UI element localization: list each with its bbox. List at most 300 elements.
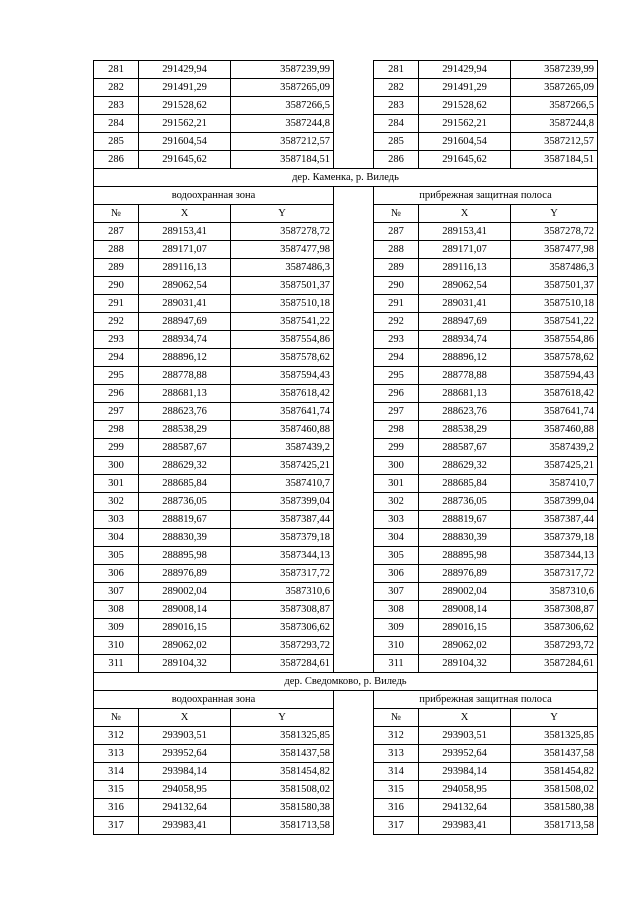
header-number: №	[374, 709, 419, 727]
point-number: 307	[374, 583, 419, 601]
x-coordinate: 288685,84	[139, 475, 231, 493]
x-coordinate: 289016,15	[419, 619, 511, 637]
point-number: 298	[94, 421, 139, 439]
column-gap	[334, 241, 374, 259]
column-gap	[334, 601, 374, 619]
header-x: X	[419, 709, 511, 727]
x-coordinate: 289171,07	[139, 241, 231, 259]
y-coordinate: 3581713,58	[511, 817, 598, 835]
table-row	[94, 565, 598, 583]
x-coordinate: 288736,05	[139, 493, 231, 511]
y-coordinate: 3587460,88	[231, 421, 334, 439]
y-coordinate: 3587293,72	[511, 637, 598, 655]
point-number: 312	[94, 727, 139, 745]
x-coordinate: 291491,29	[139, 79, 231, 97]
y-coordinate: 3581325,85	[231, 727, 334, 745]
y-coordinate: 3587184,51	[231, 151, 334, 169]
column-gap	[334, 205, 374, 223]
x-coordinate: 293983,41	[419, 817, 511, 835]
point-number: 304	[94, 529, 139, 547]
y-coordinate: 3587578,62	[511, 349, 598, 367]
column-gap	[334, 763, 374, 781]
x-coordinate: 291604,54	[139, 133, 231, 151]
column-header-row	[94, 205, 598, 223]
x-coordinate: 293984,14	[419, 763, 511, 781]
point-number: 298	[374, 421, 419, 439]
point-number: 308	[94, 601, 139, 619]
x-coordinate: 289016,15	[139, 619, 231, 637]
point-number: 283	[374, 97, 419, 115]
y-coordinate: 3587308,87	[231, 601, 334, 619]
column-gap	[334, 637, 374, 655]
column-gap	[334, 475, 374, 493]
x-coordinate: 293983,41	[139, 817, 231, 835]
column-gap	[334, 277, 374, 295]
y-coordinate: 3581713,58	[231, 817, 334, 835]
column-gap	[334, 745, 374, 763]
point-number: 300	[94, 457, 139, 475]
point-number: 305	[94, 547, 139, 565]
point-number: 284	[374, 115, 419, 133]
x-coordinate: 288629,32	[419, 457, 511, 475]
column-gap	[334, 313, 374, 331]
point-number: 285	[94, 133, 139, 151]
y-coordinate: 3587641,74	[511, 403, 598, 421]
table-row	[94, 115, 598, 133]
y-coordinate: 3587284,61	[511, 655, 598, 673]
column-gap	[334, 331, 374, 349]
x-coordinate: 293952,64	[419, 745, 511, 763]
x-coordinate: 291562,21	[419, 115, 511, 133]
y-coordinate: 3587306,62	[231, 619, 334, 637]
x-coordinate: 293984,14	[139, 763, 231, 781]
column-gap	[334, 403, 374, 421]
x-coordinate: 288947,69	[139, 313, 231, 331]
y-coordinate: 3587510,18	[511, 295, 598, 313]
table-row	[94, 601, 598, 619]
point-number: 310	[94, 637, 139, 655]
coordinates-table-body	[94, 61, 598, 835]
point-number: 293	[374, 331, 419, 349]
point-number: 297	[94, 403, 139, 421]
x-coordinate: 288895,98	[419, 547, 511, 565]
y-coordinate: 3587425,21	[511, 457, 598, 475]
point-number: 285	[374, 133, 419, 151]
x-coordinate: 288778,88	[139, 367, 231, 385]
point-number: 290	[374, 277, 419, 295]
y-coordinate: 3587410,7	[231, 475, 334, 493]
column-gap	[334, 583, 374, 601]
y-coordinate: 3587344,13	[511, 547, 598, 565]
x-coordinate: 289008,14	[419, 601, 511, 619]
point-number: 313	[94, 745, 139, 763]
y-coordinate: 3587399,04	[231, 493, 334, 511]
y-coordinate: 3587460,88	[511, 421, 598, 439]
y-coordinate: 3581508,02	[231, 781, 334, 799]
x-coordinate: 289116,13	[139, 259, 231, 277]
point-number: 294	[374, 349, 419, 367]
y-coordinate: 3587293,72	[231, 637, 334, 655]
y-coordinate: 3587310,6	[511, 583, 598, 601]
column-gap	[334, 187, 374, 205]
y-coordinate: 3587578,62	[231, 349, 334, 367]
column-gap	[334, 259, 374, 277]
x-coordinate: 288681,13	[139, 385, 231, 403]
y-coordinate: 3587317,72	[231, 565, 334, 583]
table-row	[94, 475, 598, 493]
point-number: 313	[374, 745, 419, 763]
point-number: 316	[94, 799, 139, 817]
x-coordinate: 294058,95	[139, 781, 231, 799]
x-coordinate: 293903,51	[139, 727, 231, 745]
zone-label-row	[94, 691, 598, 709]
point-number: 296	[374, 385, 419, 403]
column-gap	[334, 817, 374, 835]
y-coordinate: 3587265,09	[511, 79, 598, 97]
column-gap	[334, 151, 374, 169]
x-coordinate: 288896,12	[419, 349, 511, 367]
table-row	[94, 745, 598, 763]
point-number: 282	[374, 79, 419, 97]
table-row	[94, 547, 598, 565]
point-number: 302	[374, 493, 419, 511]
y-coordinate: 3587379,18	[231, 529, 334, 547]
header-number: №	[94, 709, 139, 727]
x-coordinate: 288947,69	[419, 313, 511, 331]
x-coordinate: 291562,21	[139, 115, 231, 133]
column-gap	[334, 439, 374, 457]
point-number: 296	[94, 385, 139, 403]
point-number: 312	[374, 727, 419, 745]
y-coordinate: 3587266,5	[231, 97, 334, 115]
y-coordinate: 3587410,7	[511, 475, 598, 493]
x-coordinate: 289062,02	[139, 637, 231, 655]
point-number: 292	[94, 313, 139, 331]
point-number: 292	[374, 313, 419, 331]
table-row	[94, 331, 598, 349]
x-coordinate: 288778,88	[419, 367, 511, 385]
point-number: 294	[94, 349, 139, 367]
header-y: Y	[511, 709, 598, 727]
y-coordinate: 3587541,22	[511, 313, 598, 331]
table-row	[94, 385, 598, 403]
x-coordinate: 289031,41	[139, 295, 231, 313]
column-gap	[334, 97, 374, 115]
y-coordinate: 3587278,72	[231, 223, 334, 241]
x-coordinate: 294058,95	[419, 781, 511, 799]
column-gap	[334, 511, 374, 529]
x-coordinate: 291528,62	[419, 97, 511, 115]
y-coordinate: 3587310,6	[231, 583, 334, 601]
point-number: 315	[94, 781, 139, 799]
x-coordinate: 289002,04	[139, 583, 231, 601]
column-gap	[334, 493, 374, 511]
x-coordinate: 291645,62	[419, 151, 511, 169]
x-coordinate: 291604,54	[419, 133, 511, 151]
table-row	[94, 133, 598, 151]
column-gap	[334, 385, 374, 403]
point-number: 297	[374, 403, 419, 421]
x-coordinate: 288623,76	[419, 403, 511, 421]
x-coordinate: 289116,13	[419, 259, 511, 277]
point-number: 287	[374, 223, 419, 241]
column-gap	[334, 61, 374, 79]
point-number: 281	[94, 61, 139, 79]
x-coordinate: 291491,29	[419, 79, 511, 97]
zone-label-row	[94, 187, 598, 205]
y-coordinate: 3581437,58	[511, 745, 598, 763]
point-number: 310	[374, 637, 419, 655]
point-number: 316	[374, 799, 419, 817]
header-y: Y	[231, 709, 334, 727]
x-coordinate: 288629,32	[139, 457, 231, 475]
point-number: 291	[374, 295, 419, 313]
point-number: 307	[94, 583, 139, 601]
point-number: 282	[94, 79, 139, 97]
y-coordinate: 3581325,85	[511, 727, 598, 745]
point-number: 287	[94, 223, 139, 241]
header-y: Y	[231, 205, 334, 223]
y-coordinate: 3587554,86	[231, 331, 334, 349]
table-row	[94, 781, 598, 799]
point-number: 301	[374, 475, 419, 493]
x-coordinate: 288538,29	[139, 421, 231, 439]
point-number: 314	[374, 763, 419, 781]
x-coordinate: 294132,64	[139, 799, 231, 817]
x-coordinate: 288623,76	[139, 403, 231, 421]
table-row	[94, 799, 598, 817]
y-coordinate: 3587618,42	[231, 385, 334, 403]
x-coordinate: 288681,13	[419, 385, 511, 403]
point-number: 311	[94, 655, 139, 673]
table-row	[94, 493, 598, 511]
coastal-protective-strip-label: прибрежная защитная полоса	[374, 691, 598, 709]
point-number: 295	[94, 367, 139, 385]
x-coordinate: 288736,05	[419, 493, 511, 511]
column-gap	[334, 133, 374, 151]
coastal-protective-strip-label: прибрежная защитная полоса	[374, 187, 598, 205]
header-x: X	[139, 709, 231, 727]
column-gap	[334, 655, 374, 673]
y-coordinate: 3587387,44	[231, 511, 334, 529]
x-coordinate: 288934,74	[139, 331, 231, 349]
point-number: 295	[374, 367, 419, 385]
x-coordinate: 289153,41	[419, 223, 511, 241]
x-coordinate: 288819,67	[419, 511, 511, 529]
y-coordinate: 3587594,43	[231, 367, 334, 385]
column-gap	[334, 349, 374, 367]
y-coordinate: 3581508,02	[511, 781, 598, 799]
point-number: 305	[374, 547, 419, 565]
point-number: 304	[374, 529, 419, 547]
column-gap	[334, 367, 374, 385]
x-coordinate: 289031,41	[419, 295, 511, 313]
water-protection-zone-label: водоохранная зона	[94, 187, 334, 205]
point-number: 288	[374, 241, 419, 259]
y-coordinate: 3587554,86	[511, 331, 598, 349]
y-coordinate: 3587184,51	[511, 151, 598, 169]
y-coordinate: 3587284,61	[231, 655, 334, 673]
column-gap	[334, 547, 374, 565]
point-number: 308	[374, 601, 419, 619]
table-row	[94, 817, 598, 835]
x-coordinate: 288895,98	[139, 547, 231, 565]
y-coordinate: 3587266,5	[511, 97, 598, 115]
y-coordinate: 3587387,44	[511, 511, 598, 529]
column-gap	[334, 295, 374, 313]
column-gap	[334, 727, 374, 745]
point-number: 293	[94, 331, 139, 349]
header-number: №	[374, 205, 419, 223]
section-title: дер. Каменка, р. Виледь	[94, 169, 598, 187]
table-row	[94, 241, 598, 259]
y-coordinate: 3587501,37	[511, 277, 598, 295]
x-coordinate: 289104,32	[419, 655, 511, 673]
y-coordinate: 3587212,57	[511, 133, 598, 151]
header-x: X	[139, 205, 231, 223]
table-row	[94, 61, 598, 79]
point-number: 302	[94, 493, 139, 511]
table-row	[94, 367, 598, 385]
x-coordinate: 288934,74	[419, 331, 511, 349]
x-coordinate: 291528,62	[139, 97, 231, 115]
point-number: 288	[94, 241, 139, 259]
point-number: 289	[374, 259, 419, 277]
y-coordinate: 3587510,18	[231, 295, 334, 313]
x-coordinate: 288819,67	[139, 511, 231, 529]
column-gap	[334, 529, 374, 547]
point-number: 286	[94, 151, 139, 169]
y-coordinate: 3587618,42	[511, 385, 598, 403]
table-row	[94, 313, 598, 331]
point-number: 303	[374, 511, 419, 529]
x-coordinate: 288830,39	[139, 529, 231, 547]
x-coordinate: 288587,67	[139, 439, 231, 457]
column-gap	[334, 781, 374, 799]
section-row	[94, 169, 598, 187]
point-number: 299	[94, 439, 139, 457]
y-coordinate: 3587439,2	[511, 439, 598, 457]
point-number: 284	[94, 115, 139, 133]
y-coordinate: 3581437,58	[231, 745, 334, 763]
table-row	[94, 421, 598, 439]
table-row	[94, 295, 598, 313]
y-coordinate: 3587501,37	[231, 277, 334, 295]
point-number: 301	[94, 475, 139, 493]
point-number: 290	[94, 277, 139, 295]
y-coordinate: 3587239,99	[511, 61, 598, 79]
x-coordinate: 289008,14	[139, 601, 231, 619]
x-coordinate: 288896,12	[139, 349, 231, 367]
table-row	[94, 457, 598, 475]
x-coordinate: 289062,54	[139, 277, 231, 295]
y-coordinate: 3587265,09	[231, 79, 334, 97]
x-coordinate: 288976,89	[139, 565, 231, 583]
table-row	[94, 529, 598, 547]
y-coordinate: 3587379,18	[511, 529, 598, 547]
x-coordinate: 291645,62	[139, 151, 231, 169]
table-row	[94, 655, 598, 673]
table-row	[94, 277, 598, 295]
y-coordinate: 3587541,22	[231, 313, 334, 331]
header-x: X	[419, 205, 511, 223]
x-coordinate: 291429,94	[139, 61, 231, 79]
y-coordinate: 3587641,74	[231, 403, 334, 421]
table-row	[94, 439, 598, 457]
x-coordinate: 288976,89	[419, 565, 511, 583]
y-coordinate: 3581454,82	[511, 763, 598, 781]
x-coordinate: 289062,02	[419, 637, 511, 655]
column-header-row	[94, 709, 598, 727]
y-coordinate: 3587486,3	[511, 259, 598, 277]
point-number: 291	[94, 295, 139, 313]
table-row	[94, 223, 598, 241]
table-row	[94, 583, 598, 601]
section-row	[94, 673, 598, 691]
y-coordinate: 3581580,38	[231, 799, 334, 817]
x-coordinate: 289002,04	[419, 583, 511, 601]
point-number: 283	[94, 97, 139, 115]
y-coordinate: 3587344,13	[231, 547, 334, 565]
y-coordinate: 3587278,72	[511, 223, 598, 241]
point-number: 306	[94, 565, 139, 583]
section-title: дер. Сведомково, р. Виледь	[94, 673, 598, 691]
y-coordinate: 3581580,38	[511, 799, 598, 817]
y-coordinate: 3587239,99	[231, 61, 334, 79]
table-row	[94, 97, 598, 115]
y-coordinate: 3587399,04	[511, 493, 598, 511]
point-number: 286	[374, 151, 419, 169]
x-coordinate: 288587,67	[419, 439, 511, 457]
y-coordinate: 3581454,82	[231, 763, 334, 781]
y-coordinate: 3587212,57	[231, 133, 334, 151]
header-y: Y	[511, 205, 598, 223]
coordinates-table	[93, 60, 598, 835]
y-coordinate: 3587244,8	[231, 115, 334, 133]
x-coordinate: 289104,32	[139, 655, 231, 673]
point-number: 309	[94, 619, 139, 637]
y-coordinate: 3587486,3	[231, 259, 334, 277]
point-number: 317	[374, 817, 419, 835]
x-coordinate: 288830,39	[419, 529, 511, 547]
header-number: №	[94, 205, 139, 223]
column-gap	[334, 709, 374, 727]
x-coordinate: 291429,94	[419, 61, 511, 79]
x-coordinate: 288538,29	[419, 421, 511, 439]
point-number: 306	[374, 565, 419, 583]
column-gap	[334, 115, 374, 133]
point-number: 311	[374, 655, 419, 673]
column-gap	[334, 799, 374, 817]
x-coordinate: 289171,07	[419, 241, 511, 259]
x-coordinate: 288685,84	[419, 475, 511, 493]
column-gap	[334, 565, 374, 583]
y-coordinate: 3587594,43	[511, 367, 598, 385]
table-row	[94, 403, 598, 421]
x-coordinate: 294132,64	[419, 799, 511, 817]
point-number: 317	[94, 817, 139, 835]
y-coordinate: 3587244,8	[511, 115, 598, 133]
column-gap	[334, 457, 374, 475]
y-coordinate: 3587306,62	[511, 619, 598, 637]
point-number: 315	[374, 781, 419, 799]
y-coordinate: 3587317,72	[511, 565, 598, 583]
column-gap	[334, 691, 374, 709]
y-coordinate: 3587439,2	[231, 439, 334, 457]
point-number: 309	[374, 619, 419, 637]
y-coordinate: 3587477,98	[231, 241, 334, 259]
y-coordinate: 3587477,98	[511, 241, 598, 259]
